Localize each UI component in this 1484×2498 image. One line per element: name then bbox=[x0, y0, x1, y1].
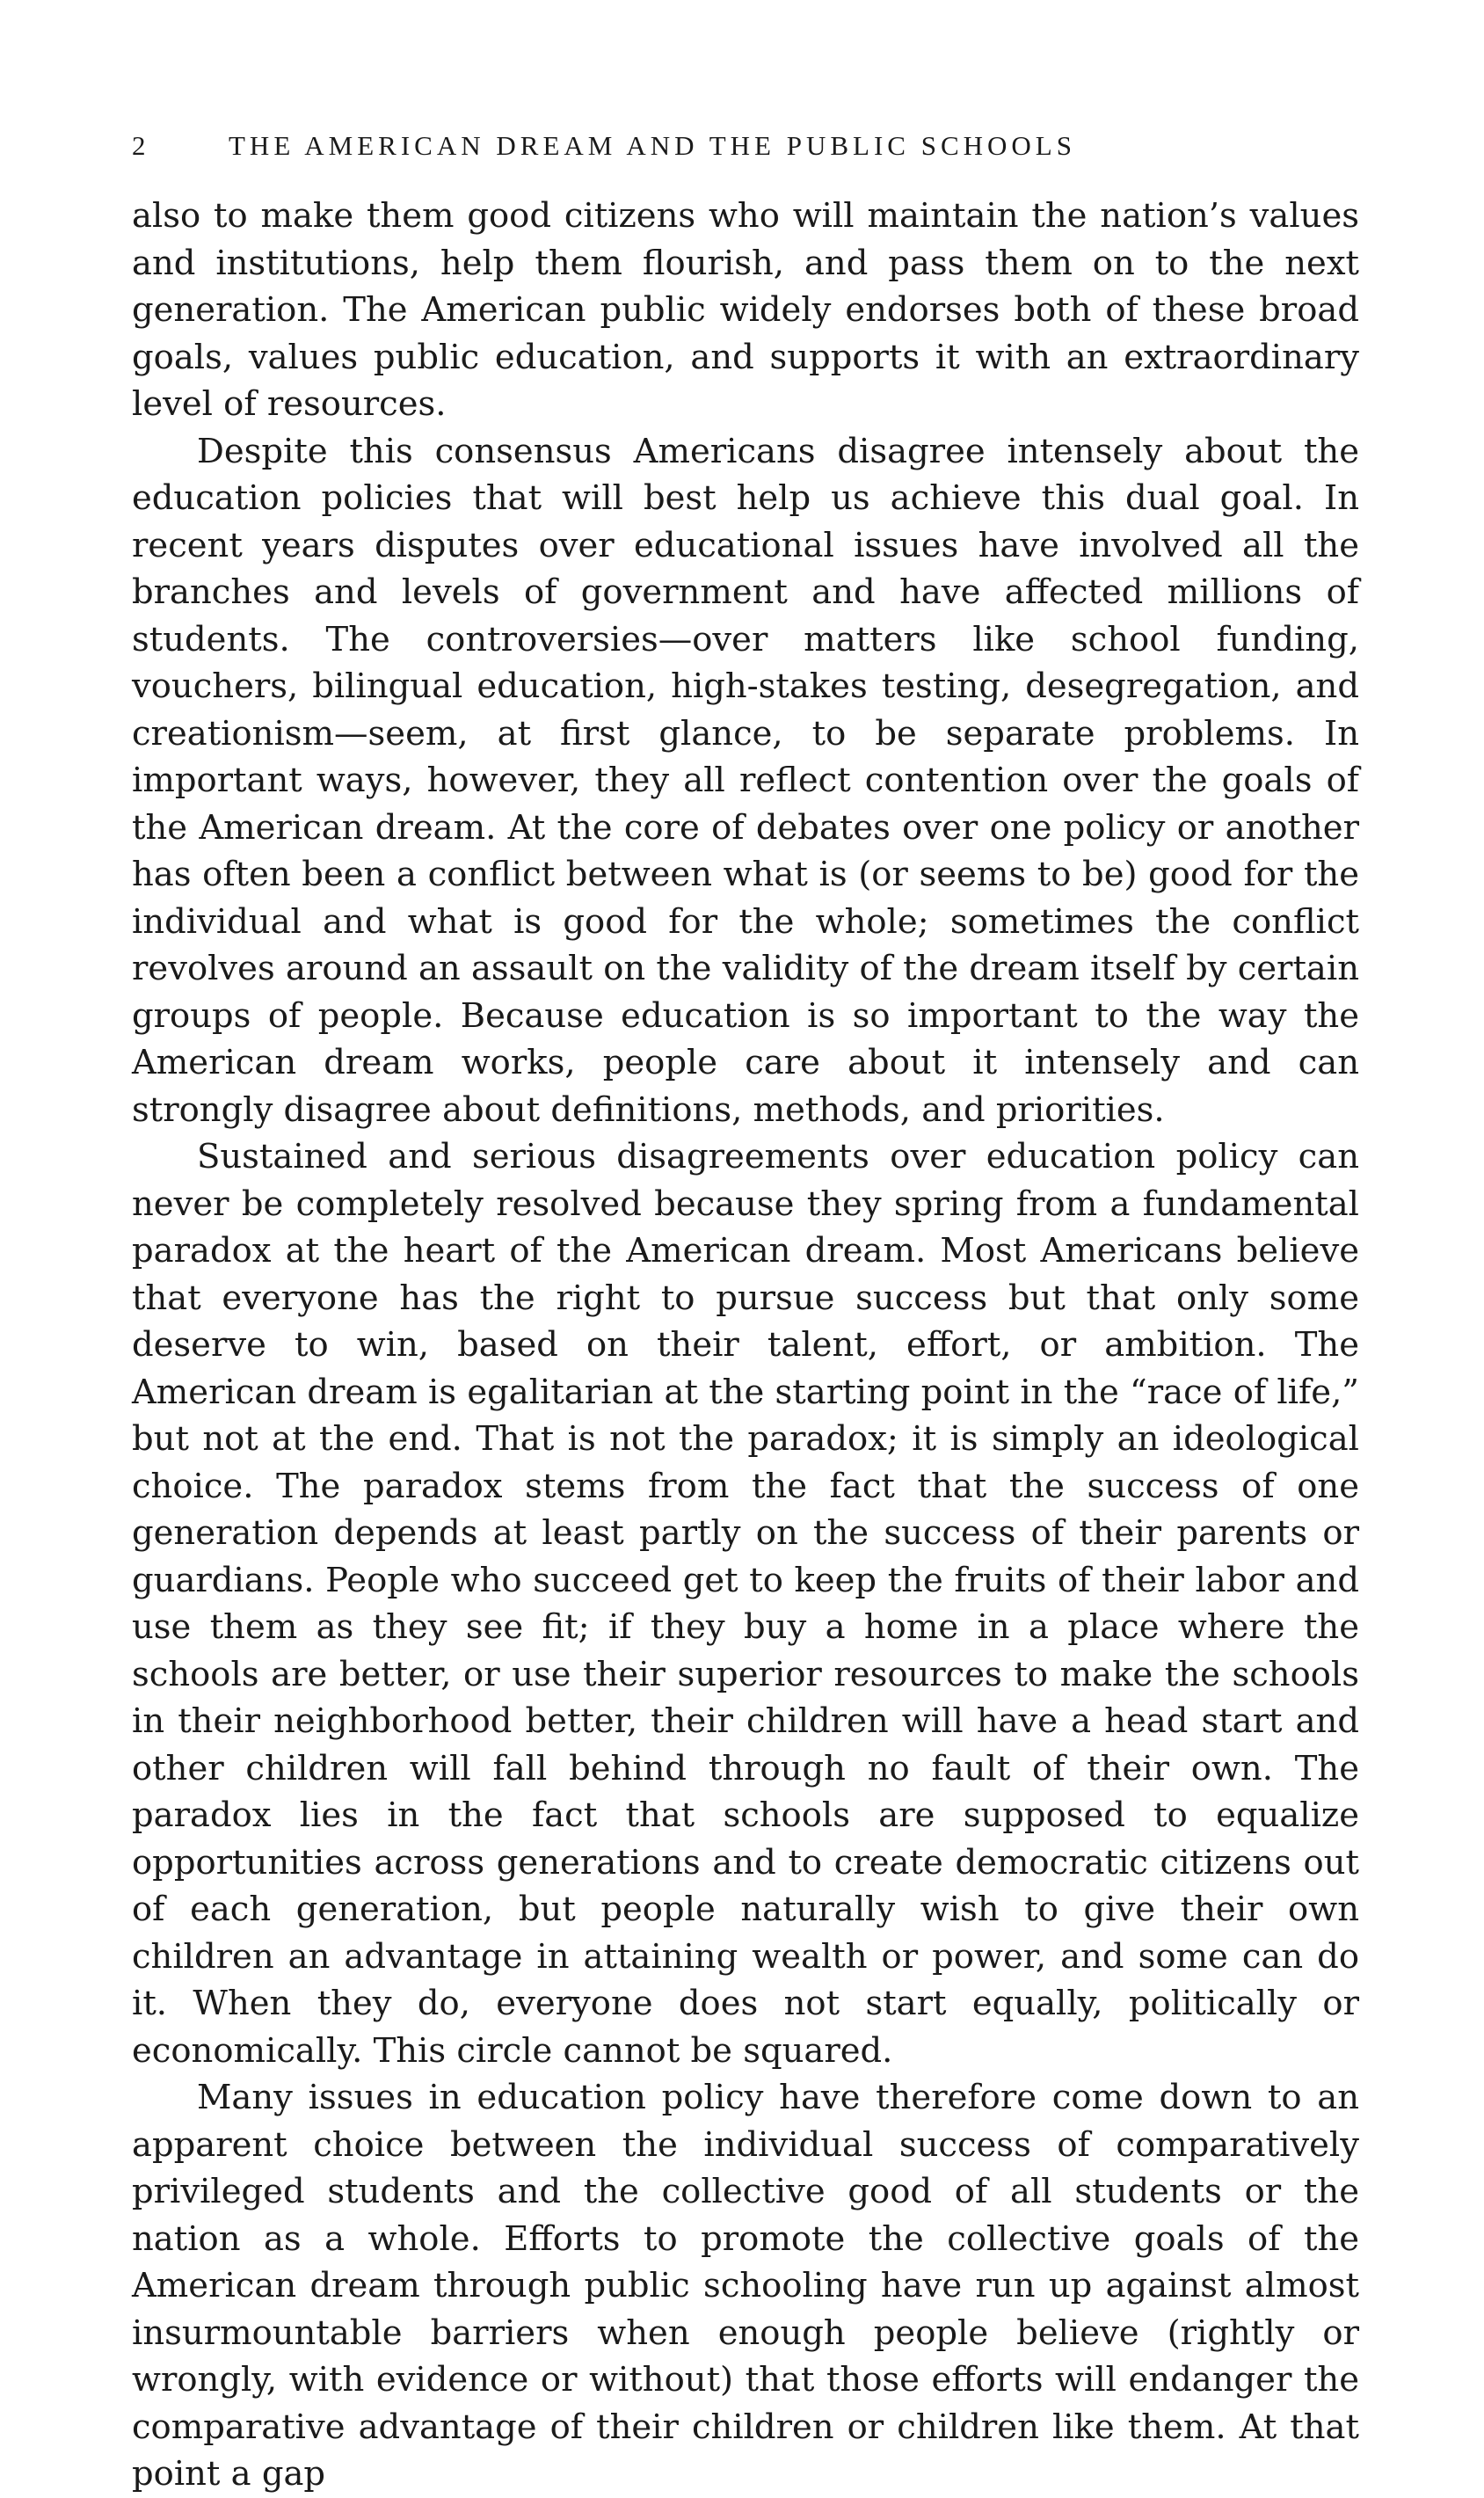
paragraph: Sustained and serious disagreements over education policy can never be completely resolved because they spring from a fundamental paradox at the heart of the American dream. Most Americans believe that everyone has the right to pursue success but that only some deserve to win, based on their talent, effort, or ambition. The American dream is egalitarian at the starting point in the “race of life,” but not at the end. That is not the paradox; it is simply an ideological choice. The paradox stems from the fact that the success of one generation depends at least partly on the success of their parents or guardians. People who succeed get to keep the fruits of their labor and use them as they see fit; if they buy a home in a place where the schools are better, or use their superior resources to make the schools in their neighborhood better, their children will have a head start and other children will fall behind through no fault of their own. The paradox lies in the fact that schools are supposed to equalize opportunities across generations and to create democratic citizens out of each generation, but people naturally wish to give their own children an advantage in attaining wealth or power, and some can do it. When they do, everyone does not start equally, politically or economically. This circle cannot be squared. bbox=[132, 1137, 1359, 2071]
running-head bbox=[132, 132, 1359, 159]
body-text bbox=[132, 193, 1359, 2498]
book-page bbox=[132, 132, 1359, 2498]
paragraph-continued: also to make them good citizens who will maintain the nation’s values and institutions, help them flourish, and pass them on to the next generation. The American public widely endorses both of these broad goals, values public education, and supports it with an extraordinary level of resources. bbox=[132, 196, 1359, 424]
page-number: 2 bbox=[132, 130, 150, 161]
running-title: THE AMERICAN DREAM AND THE PUBLIC SCHOOLS bbox=[229, 130, 1076, 161]
paragraph: Many issues in education policy have therefore come down to an apparent choice between the individual success of comparatively privileged students and the collective good of all students or the nation as a whole. Efforts to promote the collective goals of the American dream through public schooling have run up against almost insurmountable barriers when enough people believe (rightly or wrongly, with evidence or without) that those efforts will endanger the comparative advantage of their children or children like them. At that point a gap bbox=[132, 2078, 1359, 2494]
paragraph: Despite this consensus Americans disagree intensely about the education policies that will best help us achieve this dual goal. In recent years disputes over educational issues have involved all the branches and levels of government and have affected millions of students. The controversies—over matters like school funding, vouchers, bilingual education, high-stakes testing, desegregation, and creationism—seem, at first glance, to be separate problems. In important ways, however, they all reflect contention over the goals of the American dream. At the core of debates over one policy or another has often been a conflict between what is (or seems to be) good for the individual and what is good for the whole; sometimes the conflict revolves around an assault on the validity of the dream itself by certain groups of people. Because education is so important to the way the American dream works, people care about it intensely and can strongly disagree about definitions, methods, and priorities. bbox=[132, 431, 1359, 1130]
